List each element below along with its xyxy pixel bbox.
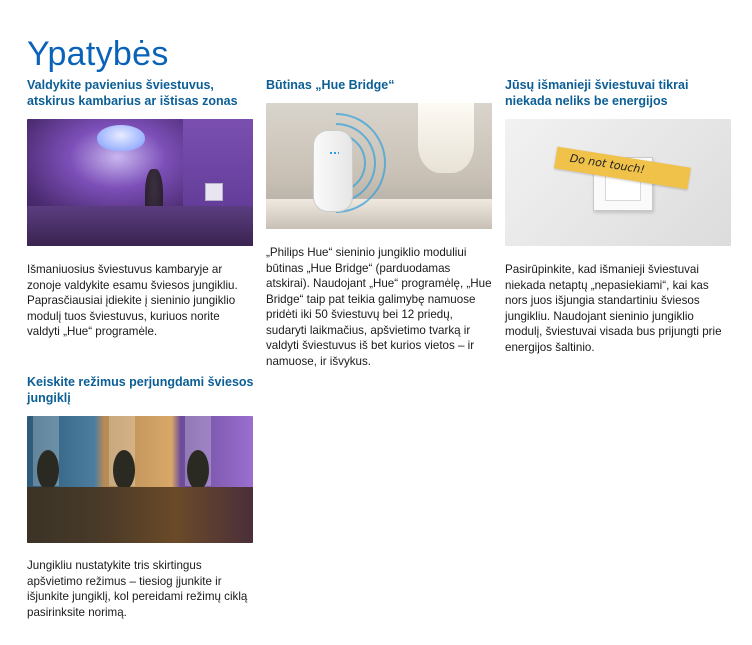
pendant-lamp-icon	[97, 125, 145, 151]
feature-always-powered	[505, 77, 733, 109]
feature-heading: Valdykite pavienius šviestuvus, atskirus kambarius ar ištisas zonas	[27, 78, 238, 108]
tape-note: Do not touch!	[554, 147, 691, 190]
hue-bridge-device-icon	[314, 131, 352, 211]
page-title: Ypatybės	[27, 34, 169, 73]
feature-description: Pasirūpinkite, kad išmanieji šviestuvai niekada netaptų „nepasiekiami“, kai kas nors juos išjungia standartiniu šviesos jungikliu. Naudojant sieninio jungiklio modulį, šviestuvai visada bus prijungti prie energijos šaltinio.	[505, 263, 722, 354]
feature-heading: Keiskite režimus perjungdami šviesos jungiklį	[27, 375, 254, 405]
hue-bridge-image	[266, 103, 492, 229]
wall-switch-icon	[205, 183, 223, 201]
three-light-modes-image	[27, 416, 253, 543]
feature-heading: Jūsų išmanieji šviestuvai tikrai niekada neliks be energijos	[505, 78, 689, 108]
feature-individual-control	[27, 77, 255, 109]
do-not-touch-switch-image	[505, 119, 731, 246]
feature-switch-modes	[27, 374, 255, 406]
purple-living-room-image	[27, 119, 253, 246]
feature-description: Išmaniuosius šviestuvus kambaryje ar zonoje valdykite esamu šviesos jungikliu. Paprasčiausiai įdiekite į sieninio jungiklio modulį tuos šviestuvus, kuriuos norite valdyti „Hue“ programėle.	[27, 263, 238, 338]
feature-heading: Būtinas „Hue Bridge“	[266, 78, 395, 92]
feature-hue-bridge	[266, 77, 494, 93]
feature-description: „Philips Hue“ sieninio jungiklio moduliui būtinas „Hue Bridge“ (parduodamas atskirai). Naudojant „Hue“ programėlę, „Hue Bridge“ taip pat teikia galimybę namuose pridėti iki 50 šviestuvų bei 12 priedų, sudaryti laikmačius, apšvietimo tvarką ir valdyti šviestuvus iš bet kurios vietos – ir namuose, ir išvykus.	[266, 246, 492, 368]
feature-description: Jungikliu nustatykite tris skirtingus apšvietimo režimus – tiesiog įjunkite ir išjunkite jungiklį, kol pereidami režimų ciklą pasirinksite norimą.	[27, 559, 248, 619]
